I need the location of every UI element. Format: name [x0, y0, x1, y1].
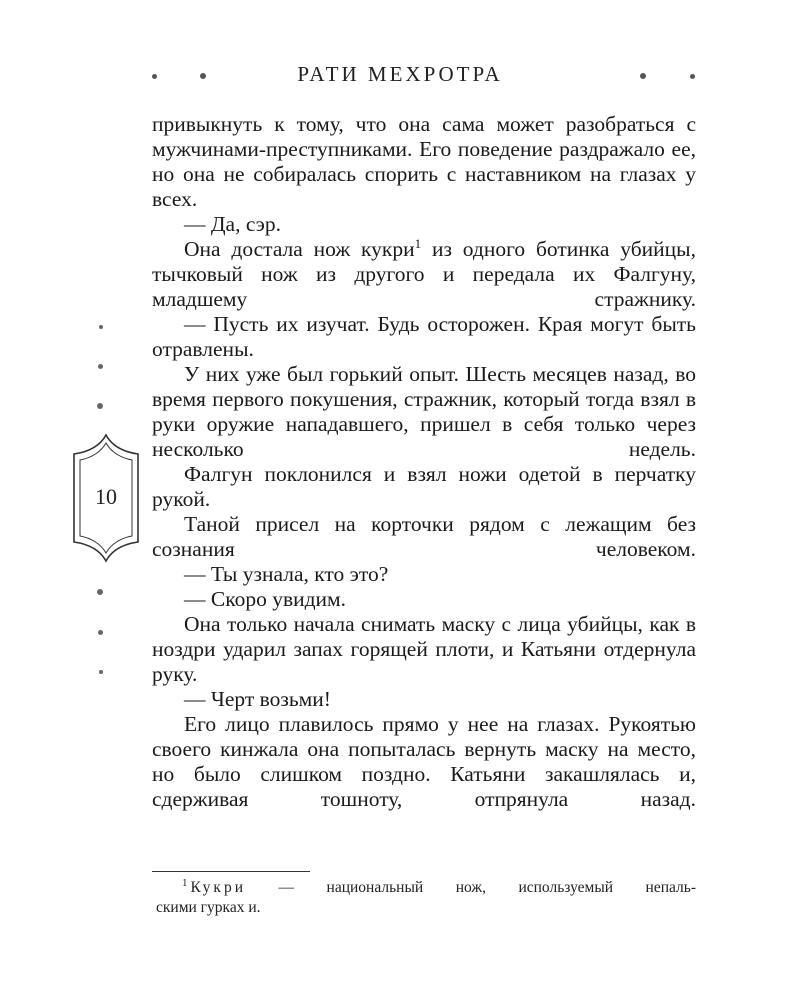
ornament-dot: [690, 74, 695, 79]
paragraph-text: из одного ботинка убийцы, тычковый нож из другого и передала их Фалгуну, младшему стражнику.: [152, 237, 697, 311]
ornament-dot: [640, 73, 646, 79]
footnote-term: Кукри: [190, 879, 246, 896]
paragraph: — Скоро увидим.: [184, 587, 347, 611]
ornament-dot: [98, 364, 103, 369]
footnote-line: [182, 878, 696, 898]
ornament-dot: [97, 403, 103, 409]
paragraph: [152, 237, 696, 312]
footnote-rule: [152, 871, 310, 872]
paragraph: — Да, сэр.: [184, 212, 281, 236]
paragraph: У них уже был горький опыт. Шесть месяцев назад, во время первого покушения, стражник, который тогда взял в руки оружие нападавшего, пришел в себя только через несколько недель.: [152, 362, 696, 461]
ornament-dot: [99, 325, 103, 329]
page-number: 10: [95, 484, 117, 509]
footnote-line: скими гурках и.: [156, 899, 261, 916]
paragraph: Его лицо плавилось прямо у нее на глазах. Рукоятью своего кинжала она попыталась вернуть маску на место, но было слишком поздно. Катьяни закашлялась и, сдерживая тошноту, отпрянула назад.: [152, 712, 696, 811]
paragraph-text: Она достала нож кукри: [184, 237, 415, 261]
ornament-dot: [98, 630, 103, 635]
footnote-mark: 1: [182, 876, 188, 889]
body-text: [152, 112, 696, 812]
footnote: [156, 876, 696, 918]
ornament-dot: [97, 589, 103, 595]
paragraph: — Ты узнала, кто это?: [184, 562, 389, 586]
footnote-text: — национальный нож, используемый непаль-: [246, 879, 696, 896]
footnote-reference: 1: [414, 235, 422, 251]
paragraph: — Черт возьми!: [184, 687, 331, 711]
running-title: РАТИ МЕХРОТРА: [297, 62, 503, 86]
paragraph: Таной присел на корточки рядом с лежащим без сознания человеком.: [152, 512, 696, 561]
ornament-dot: [99, 670, 103, 674]
paragraph: — Пусть их изучат. Будь осторожен. Края могут быть отравлены.: [152, 312, 696, 361]
running-head: [0, 62, 800, 90]
paragraph: Она только начала снимать маску с лица убийцы, как в ноздри ударил запах горящей плоти, и Катьяни отдернула руку.: [152, 612, 696, 686]
paragraph: Фалгун поклонился и взял ножи одетой в перчатку рукой.: [152, 462, 696, 511]
paragraph: привыкнуть к тому, что она сама может разобраться с мужчинами-преступниками. Его поведение раздражало ее, но она не собиралась спорить с наставником на глазах у всех.: [152, 112, 696, 211]
